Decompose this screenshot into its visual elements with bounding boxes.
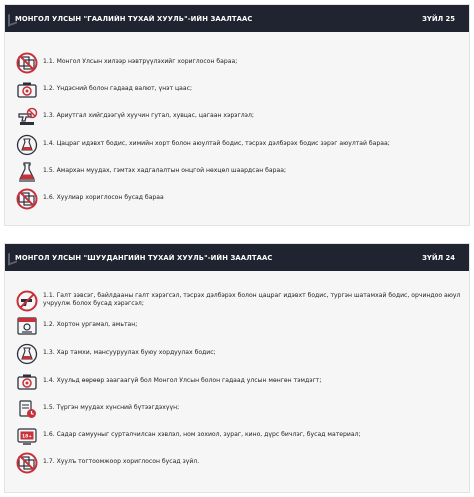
perishable-icon	[16, 398, 38, 420]
item-text: 1.5. Амархан муудах, гэмтэх хадгалалтын онцгой нөхцөл шаардсан бараа;	[43, 167, 287, 174]
item-text: 1.6. Садар самууныг сурталчилсан хэвлэл, ном зохиол, зураг, кино, дүрс бичлэг, бусад материал;	[43, 431, 361, 438]
list-item	[16, 398, 461, 420]
section-title: МОНГОЛ УЛСЫН "ГААЛИЙН ТУХАЙ ХУУЛЬ"-ИЙН ЗААЛТААС	[15, 14, 253, 23]
postal-law-section	[4, 243, 470, 493]
list-item	[16, 452, 461, 474]
currency-camera-icon	[16, 79, 38, 101]
lab-flask-icon	[16, 161, 38, 183]
item-text: 1.7. Хуулъ тогтоомжоор хориглосон бусад зүйл.	[43, 458, 200, 465]
list-item	[16, 188, 461, 210]
item-text: 1.3. Ариутгал хийгдээгүй хуучин гутал, хувцас, цагаан хэрэглэл;	[43, 112, 254, 119]
no-weapon-icon	[16, 290, 38, 312]
hazard-chemical-icon	[16, 343, 38, 365]
restricted-media-icon	[16, 425, 38, 447]
item-text: 1.4. Цацраг идэвхт бодис, химийн хорт болон аюултай бодис, тэсрэх дэлбэрэх бодис зэрэг аюултай бараа;	[43, 140, 390, 147]
item-text: 1.6. Хуулиар хориглосон бусад бараа	[43, 194, 164, 201]
item-text: 1.1. Галт зэвсэг, байлдааны галт хэрэгсэл, тэсрэх дэлбэрэх болон цацраг идэвхт бодис, тургэн шатамхай бодис, орчиндоо аюул учруулж болох бусад хэрэгсэл;	[43, 292, 461, 308]
list-item	[16, 161, 461, 183]
gun-tool-icon	[16, 106, 38, 128]
section-header	[5, 244, 469, 271]
list-item	[16, 134, 461, 156]
list-item	[16, 371, 461, 393]
list-item	[16, 290, 461, 312]
no-sign-icon	[16, 452, 38, 474]
no-sign-icon	[16, 188, 38, 210]
section-title: МОНГОЛ УЛСЫН "ШУУДАНГИЙН ТУХАЙ ХУУЛЬ"-ИЙН ЗААЛТААС	[15, 253, 273, 262]
item-text: 1.2. Үндэсний болон гадаад валют, үнэт цаас;	[43, 85, 193, 92]
section-article: ЗҮЙЛ 24	[422, 253, 455, 262]
header-decoration-icon	[5, 244, 15, 271]
currency-camera-icon	[16, 371, 38, 393]
item-text: 1.5. Түргэн муудах хүнсний бүтээгдэхүүн;	[43, 404, 180, 411]
list-item	[16, 106, 461, 128]
item-text: 1.4. Хуульд өөрөөр заагаагүй бол Монгол Улсын болон гадаад улсын мөнгөн тэмдэгт;	[43, 377, 322, 384]
item-text: 1.2. Хортон ургамал, амьтан;	[43, 321, 138, 328]
list-item	[16, 79, 461, 101]
no-sign-icon	[16, 52, 38, 74]
list-item	[16, 315, 461, 337]
section-header	[5, 5, 469, 32]
customs-law-section	[4, 4, 470, 226]
item-text: 1.1. Монгол Улсын хилээр нэвтрүүлэхийг хориглосон бараа;	[43, 58, 238, 65]
list-item	[16, 52, 461, 74]
item-text: 1.3. Хар тамхи, мансууруулах буюу хордуулах бодис;	[43, 349, 216, 356]
list-item	[16, 343, 461, 365]
header-decoration-icon	[5, 5, 15, 32]
svg-text:18+: 18+	[21, 434, 33, 440]
list-item	[16, 425, 461, 447]
hazard-chemical-icon	[16, 134, 38, 156]
poison-icon	[16, 315, 38, 337]
section-article: ЗҮЙЛ 25	[422, 14, 455, 23]
